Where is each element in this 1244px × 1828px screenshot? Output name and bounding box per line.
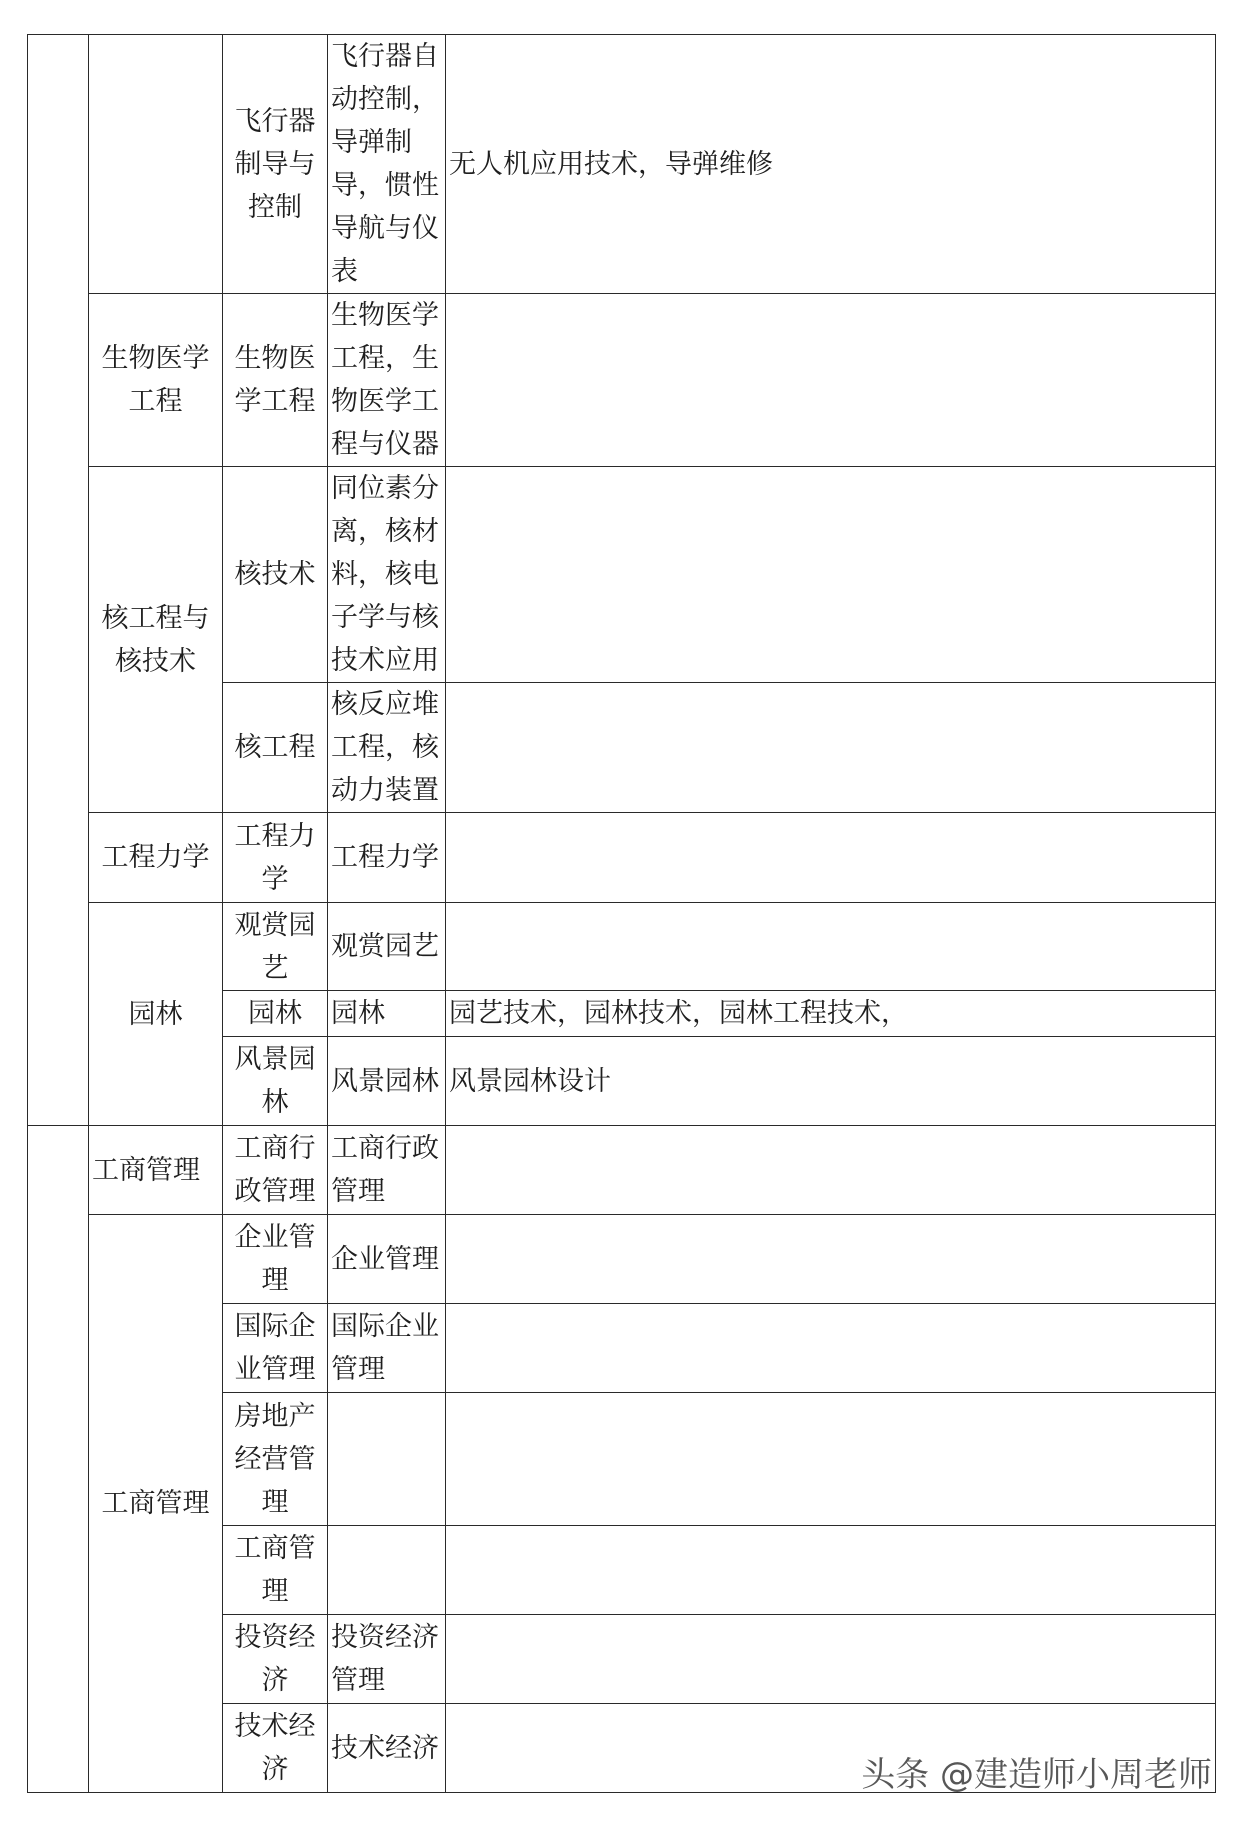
vocational-major-cell xyxy=(446,1526,1216,1615)
subcategory-cell: 工商管理 xyxy=(89,1126,223,1215)
table-row xyxy=(28,35,1216,294)
major-catalog-table xyxy=(27,34,1216,1793)
vocational-major-cell xyxy=(446,467,1216,683)
vocational-major-cell: 无人机应用技术，导弹维修 xyxy=(446,35,1216,294)
major-cell: 核技术 xyxy=(223,467,328,683)
major-cell: 园林 xyxy=(223,991,328,1037)
former-major-cell: 投资经济管理 xyxy=(328,1615,446,1704)
vocational-major-cell xyxy=(446,903,1216,991)
major-cell: 核工程 xyxy=(223,683,328,813)
vocational-major-cell xyxy=(446,683,1216,813)
major-cell: 观赏园艺 xyxy=(223,903,328,991)
former-major-cell: 园林 xyxy=(328,991,446,1037)
major-cell: 工商行政管理 xyxy=(223,1126,328,1215)
former-major-cell: 技术经济 xyxy=(328,1704,446,1793)
vocational-major-cell xyxy=(446,1393,1216,1526)
subcategory-cell-aircraft xyxy=(89,35,223,294)
watermark-text: 头条 @建造师小周老师 xyxy=(861,1755,1212,1795)
subcategory-cell: 工商管理 xyxy=(89,1215,223,1793)
major-cell: 风景园林 xyxy=(223,1037,328,1126)
table-row xyxy=(28,294,1216,467)
subcategory-cell: 生物医学工程 xyxy=(89,294,223,467)
former-major-cell: 工程力学 xyxy=(328,813,446,903)
subcategory-cell: 园林 xyxy=(89,903,223,1126)
former-major-cell: 核反应堆工程，核动力装置 xyxy=(328,683,446,813)
category-cell-engineering xyxy=(28,35,89,1126)
former-major-cell: 企业管理 xyxy=(328,1215,446,1304)
vocational-major-cell: 园艺技术，园林技术，园林工程技术， xyxy=(446,991,1216,1037)
category-cell-management xyxy=(28,1126,89,1793)
major-cell: 技术经济 xyxy=(223,1704,328,1793)
former-major-cell: 国际企业管理 xyxy=(328,1304,446,1393)
major-cell: 房地产经营管理 xyxy=(223,1393,328,1526)
former-major-cell: 飞行器自动控制，导弹制导，惯性导航与仪表 xyxy=(328,35,446,294)
major-cell: 飞行器制导与控制 xyxy=(223,35,328,294)
vocational-major-cell: 风景园林设计 xyxy=(446,1037,1216,1126)
major-cell: 投资经济 xyxy=(223,1615,328,1704)
former-major-cell: 生物医学工程，生物医学工程与仪器 xyxy=(328,294,446,467)
subcategory-cell: 核工程与核技术 xyxy=(89,467,223,813)
table-row xyxy=(28,813,1216,903)
vocational-major-cell xyxy=(446,1126,1216,1215)
former-major-cell xyxy=(328,1526,446,1615)
former-major-cell: 工商行政管理 xyxy=(328,1126,446,1215)
vocational-major-cell xyxy=(446,813,1216,903)
vocational-major-cell xyxy=(446,1215,1216,1304)
major-cell: 企业管理 xyxy=(223,1215,328,1304)
major-cell: 工商管理 xyxy=(223,1526,328,1615)
table-row xyxy=(28,467,1216,683)
former-major-cell: 观赏园艺 xyxy=(328,903,446,991)
former-major-cell: 同位素分离，核材料，核电子学与核技术应用 xyxy=(328,467,446,683)
major-cell: 生物医学工程 xyxy=(223,294,328,467)
major-cell: 工程力学 xyxy=(223,813,328,903)
subcategory-cell: 工程力学 xyxy=(89,813,223,903)
former-major-cell: 风景园林 xyxy=(328,1037,446,1126)
vocational-major-cell xyxy=(446,1304,1216,1393)
vocational-major-cell xyxy=(446,1615,1216,1704)
major-cell: 国际企业管理 xyxy=(223,1304,328,1393)
table-row xyxy=(28,1215,1216,1304)
former-major-cell xyxy=(328,1393,446,1526)
table-row xyxy=(28,1126,1216,1215)
vocational-major-cell xyxy=(446,294,1216,467)
table-row xyxy=(28,903,1216,991)
